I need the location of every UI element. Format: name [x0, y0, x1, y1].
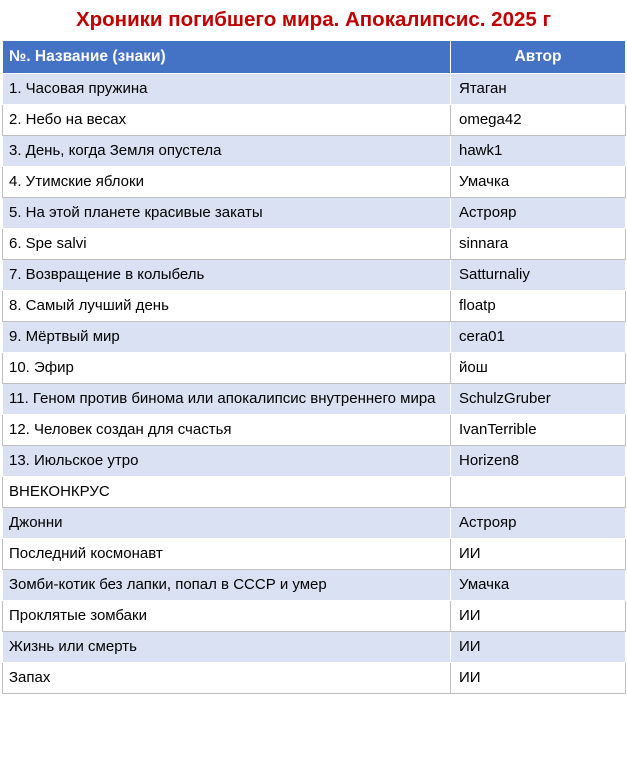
table-header: [3, 40, 626, 73]
story-title: 6. Spe salvi: [3, 228, 451, 259]
story-title: Запах: [3, 662, 451, 693]
story-author: SchulzGruber: [451, 383, 626, 414]
table-row: [3, 259, 626, 290]
story-title: Проклятые зомбаки: [3, 600, 451, 631]
story-author: ИИ: [451, 538, 626, 569]
story-author: hawk1: [451, 135, 626, 166]
table-header-row: [3, 40, 626, 73]
story-title: 1. Часовая пружина: [3, 73, 451, 104]
story-author: [451, 476, 626, 507]
table-row: [3, 600, 626, 631]
story-author: Умачка: [451, 166, 626, 197]
story-title: 3. День, когда Земля опустела: [3, 135, 451, 166]
story-title: 11. Геном против бинома или апокалипсис внутреннего мира: [3, 383, 451, 414]
page-title: Хроники погибшего мира. Апокалипсис. 2025 г: [75, 8, 552, 31]
table-row: [3, 104, 626, 135]
story-author: cera01: [451, 321, 626, 352]
table-row: [3, 321, 626, 352]
table-row: [3, 662, 626, 693]
table-row: [3, 197, 626, 228]
story-title: Зомби-котик без лапки, попал в СССР и умер: [3, 569, 451, 600]
column-header-title: №. Название (знаки): [3, 40, 451, 73]
story-title: 10. Эфир: [3, 352, 451, 383]
story-author: Умачка: [451, 569, 626, 600]
story-author: йош: [451, 352, 626, 383]
section-label: ВНЕКОНКРУС: [3, 476, 451, 507]
table-row: [3, 476, 626, 507]
table-row: [3, 166, 626, 197]
table-row: [3, 631, 626, 662]
story-title: 9. Мёртвый мир: [3, 321, 451, 352]
story-title: 2. Небо на весах: [3, 104, 451, 135]
table-row: [3, 445, 626, 476]
story-title: 7. Возвращение в колыбель: [3, 259, 451, 290]
table-row: [3, 538, 626, 569]
story-title: Жизнь или смерть: [3, 631, 451, 662]
story-author: ИИ: [451, 600, 626, 631]
column-header-author: Автор: [451, 40, 626, 73]
story-author: floatp: [451, 290, 626, 321]
table-row: [3, 414, 626, 445]
table-row: [3, 228, 626, 259]
table-body: [3, 73, 626, 693]
story-author: ИИ: [451, 631, 626, 662]
story-author: Horizen8: [451, 445, 626, 476]
story-title: 13. Июльское утро: [3, 445, 451, 476]
story-author: Satturnaliy: [451, 259, 626, 290]
table-row: [3, 507, 626, 538]
story-author: Астрояр: [451, 197, 626, 228]
story-author: sinnara: [451, 228, 626, 259]
story-author: Ятаган: [451, 73, 626, 104]
table-row: [3, 73, 626, 104]
story-title: 8. Самый лучший день: [3, 290, 451, 321]
table-row: [3, 383, 626, 414]
story-author: ИИ: [451, 662, 626, 693]
stories-table: [2, 40, 626, 694]
story-title: Последний космонавт: [3, 538, 451, 569]
table-row: [3, 290, 626, 321]
story-author: omega42: [451, 104, 626, 135]
table-row: [3, 569, 626, 600]
story-title: 12. Человек создан для счастья: [3, 414, 451, 445]
story-author: IvanTerrible: [451, 414, 626, 445]
table-row: [3, 352, 626, 383]
table-row: [3, 135, 626, 166]
story-author: Астрояр: [451, 507, 626, 538]
story-title: Джонни: [3, 507, 451, 538]
story-title: 5. На этой планете красивые закаты: [3, 197, 451, 228]
story-title: 4. Утимские яблоки: [3, 166, 451, 197]
